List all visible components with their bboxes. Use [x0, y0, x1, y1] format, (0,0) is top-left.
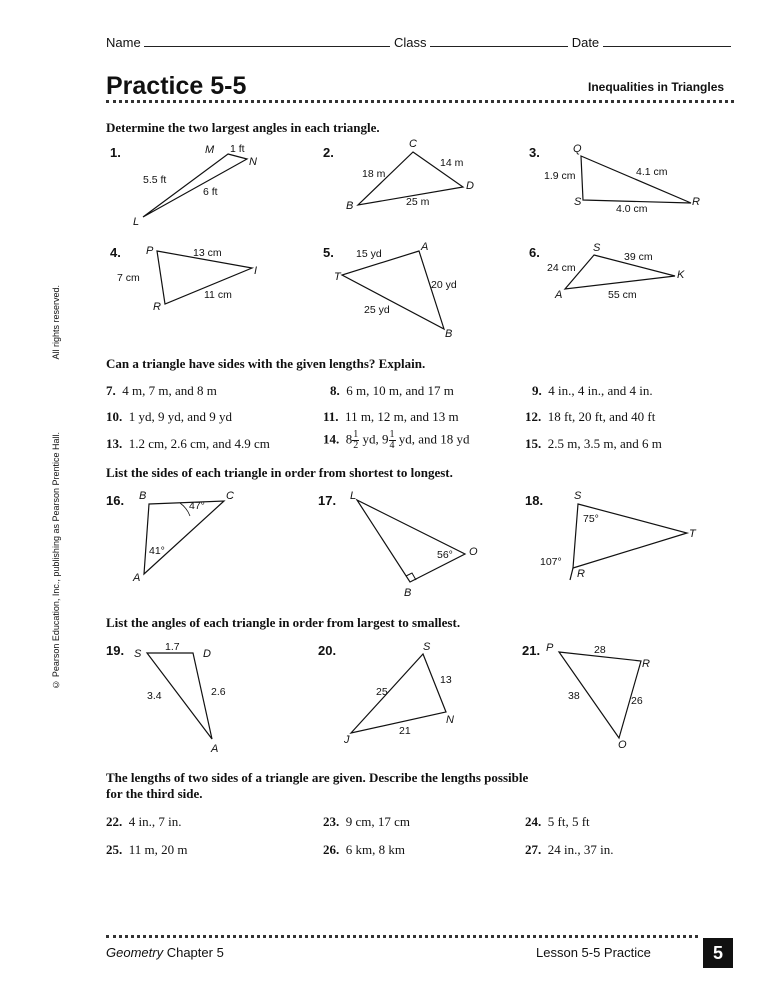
problem-7: 7. 4 m, 7 m, and 8 m: [106, 383, 217, 398]
side-label: 4.0 cm: [616, 203, 648, 215]
page-title: Practice 5-5: [106, 72, 247, 100]
side-label: 1 ft: [230, 143, 245, 155]
triangle-16: [144, 501, 224, 574]
vertex-label: K: [677, 269, 685, 281]
problem-1-number: 1.: [110, 145, 121, 160]
side-label: 3.4: [147, 690, 162, 702]
problem-26: 26. 6 km, 8 km: [323, 842, 405, 857]
side-label: 13 cm: [193, 247, 222, 259]
vertex-label: R: [153, 301, 161, 313]
date-label: Date: [571, 35, 600, 50]
side-label: 39 cm: [624, 251, 653, 263]
side-label: 13: [440, 674, 452, 686]
page-subtitle: Inequalities in Triangles: [588, 80, 725, 94]
side-label: 25: [376, 686, 388, 698]
rights-note: All rights reserved.: [51, 285, 61, 360]
vertex-label: I: [254, 265, 258, 277]
vertex-label: T: [334, 271, 341, 283]
fraction: $\frac{1}{2}$: [353, 429, 359, 451]
vertex-label: O: [469, 546, 478, 558]
section2-instruction: Can a triangle have sides with the given lengths? Explain.: [106, 356, 426, 371]
footer-lesson: Lesson 5-5 Practice: [536, 945, 651, 960]
vertex-label: L: [133, 216, 140, 228]
problem-14: 14. 8 $\frac{1}{2}$ yd, 9 $\frac{1}{4}$ yd, and 18 yd: [323, 429, 470, 451]
side-label: 14 m: [440, 157, 464, 169]
class-label: Class: [393, 35, 427, 50]
side-label: 1.9 cm: [544, 170, 576, 182]
vertex-label: A: [421, 241, 429, 253]
side-label: 4.1 cm: [636, 166, 668, 178]
problem-15: 15. 2.5 m, 3.5 m, and 6 m: [525, 436, 662, 451]
vertex-label: A: [211, 743, 219, 755]
fraction: $\frac{1}{4}$: [389, 429, 395, 451]
vertex-label: S: [574, 196, 582, 208]
problem-12: 12. 18 ft, 20 ft, and 40 ft: [525, 409, 656, 424]
name-label: Name: [106, 35, 141, 50]
vertex-label: O: [618, 739, 627, 751]
vertex-label: B: [139, 490, 147, 502]
side-label: 6 ft: [203, 186, 218, 198]
problem-8: 8. 6 m, 10 m, and 17 m: [330, 383, 454, 398]
vertex-label: B: [404, 587, 412, 599]
side-label: 2.6: [211, 686, 226, 698]
side-label: 55 cm: [608, 289, 637, 301]
problem-27: 27. 24 in., 37 in.: [525, 842, 614, 857]
problem-18-number: 18.: [525, 493, 544, 508]
problem-3-number: 3.: [529, 145, 540, 160]
problem-25: 25. 11 m, 20 m: [106, 842, 188, 857]
problem-19-number: 19.: [106, 643, 125, 658]
side-label: 18 m: [362, 168, 386, 180]
vertex-label: C: [226, 490, 234, 502]
vertex-label: T: [689, 528, 696, 540]
side-label: 38: [568, 690, 580, 702]
footer-book: Geometry Chapter 5: [106, 945, 224, 960]
angle-label: 56°: [437, 549, 453, 561]
footer-divider: [106, 935, 698, 938]
problem-11: 11. 11 m, 12 m, and 13 m: [323, 409, 459, 424]
vertex-label: S: [593, 242, 601, 254]
side-label: 25 m: [406, 196, 430, 208]
vertex-label: P: [146, 245, 154, 257]
side-label: 21: [399, 725, 411, 737]
side-label: 1.7: [165, 641, 180, 653]
vertex-label: R: [642, 658, 650, 670]
page-number: 5: [703, 938, 733, 968]
section3-instruction: List the sides of each triangle in order from shortest to longest.: [106, 465, 453, 480]
copyright-note: © Pearson Education, Inc., publishing as Pearson Prentice Hall.: [51, 432, 61, 690]
vertex-label: B: [346, 200, 354, 212]
vertex-label: N: [249, 156, 257, 168]
vertex-label: D: [466, 180, 474, 192]
section4-instruction: List the angles of each triangle in order from largest to smallest.: [106, 615, 461, 630]
side-label: 26: [631, 695, 643, 707]
vertex-label: S: [134, 648, 142, 660]
triangle-17: [357, 500, 465, 582]
side-label: 15 yd: [356, 248, 382, 260]
vertex-label: C: [409, 138, 417, 150]
vertex-label: L: [350, 490, 357, 502]
problem-16-number: 16.: [106, 493, 125, 508]
problem-13: 13. 1.2 cm, 2.6 cm, and 4.9 cm: [106, 436, 270, 451]
side-label: 11 cm: [204, 289, 232, 301]
vertex-label: Q: [573, 143, 582, 155]
problem-22: 22. 4 in., 7 in.: [106, 814, 182, 829]
vertex-label: P: [546, 642, 554, 654]
triangle-20: [351, 654, 446, 733]
vertex-label: N: [446, 714, 454, 726]
problem-20-number: 20.: [318, 643, 337, 658]
problem-17-number: 17.: [318, 493, 337, 508]
section5-instruction: The lengths of two sides of a triangle are given. Describe the lengths possible for the third side.: [106, 770, 529, 801]
side-label: 28: [594, 644, 606, 656]
side-label: 20 yd: [431, 279, 457, 291]
side-label: 7 cm: [117, 272, 140, 284]
problem-10: 10. 1 yd, 9 yd, and 9 yd: [106, 409, 233, 424]
side-label: 25 yd: [364, 304, 390, 316]
angle-label: 41°: [149, 545, 165, 557]
vertex-label: S: [574, 490, 582, 502]
vertex-label: J: [344, 734, 350, 746]
triangle-5: [342, 251, 444, 329]
problem-4-number: 4.: [110, 245, 121, 260]
angle-label: 107°: [540, 556, 562, 568]
side-label: 24 cm: [547, 262, 576, 274]
vertex-label: S: [423, 641, 431, 653]
problem-21-number: 21.: [522, 643, 541, 658]
triangle-6: [565, 255, 675, 289]
problem-6-number: 6.: [529, 245, 540, 260]
vertex-label: R: [692, 196, 700, 208]
problem-24: 24. 5 ft, 5 ft: [525, 814, 590, 829]
vertex-label: M: [205, 144, 215, 156]
vertex-label: D: [203, 648, 211, 660]
angle-label: 47°: [189, 500, 205, 512]
problem-23: 23. 9 cm, 17 cm: [323, 814, 411, 829]
angle-label: 75°: [583, 513, 599, 525]
side-label: 5.5 ft: [143, 174, 167, 186]
problem-5-number: 5.: [323, 245, 334, 260]
extension-line-18: [570, 568, 573, 580]
problem-2-number: 2.: [323, 145, 334, 160]
vertex-label: A: [555, 289, 563, 301]
triangle-3: [581, 156, 691, 203]
vertex-label: A: [133, 572, 141, 584]
vertex-label: R: [577, 568, 585, 580]
vertex-label: B: [445, 328, 453, 340]
problem-9: 9. 4 in., 4 in., and 4 in.: [532, 383, 653, 398]
section1-instruction: Determine the two largest angles in each triangle.: [106, 120, 380, 135]
